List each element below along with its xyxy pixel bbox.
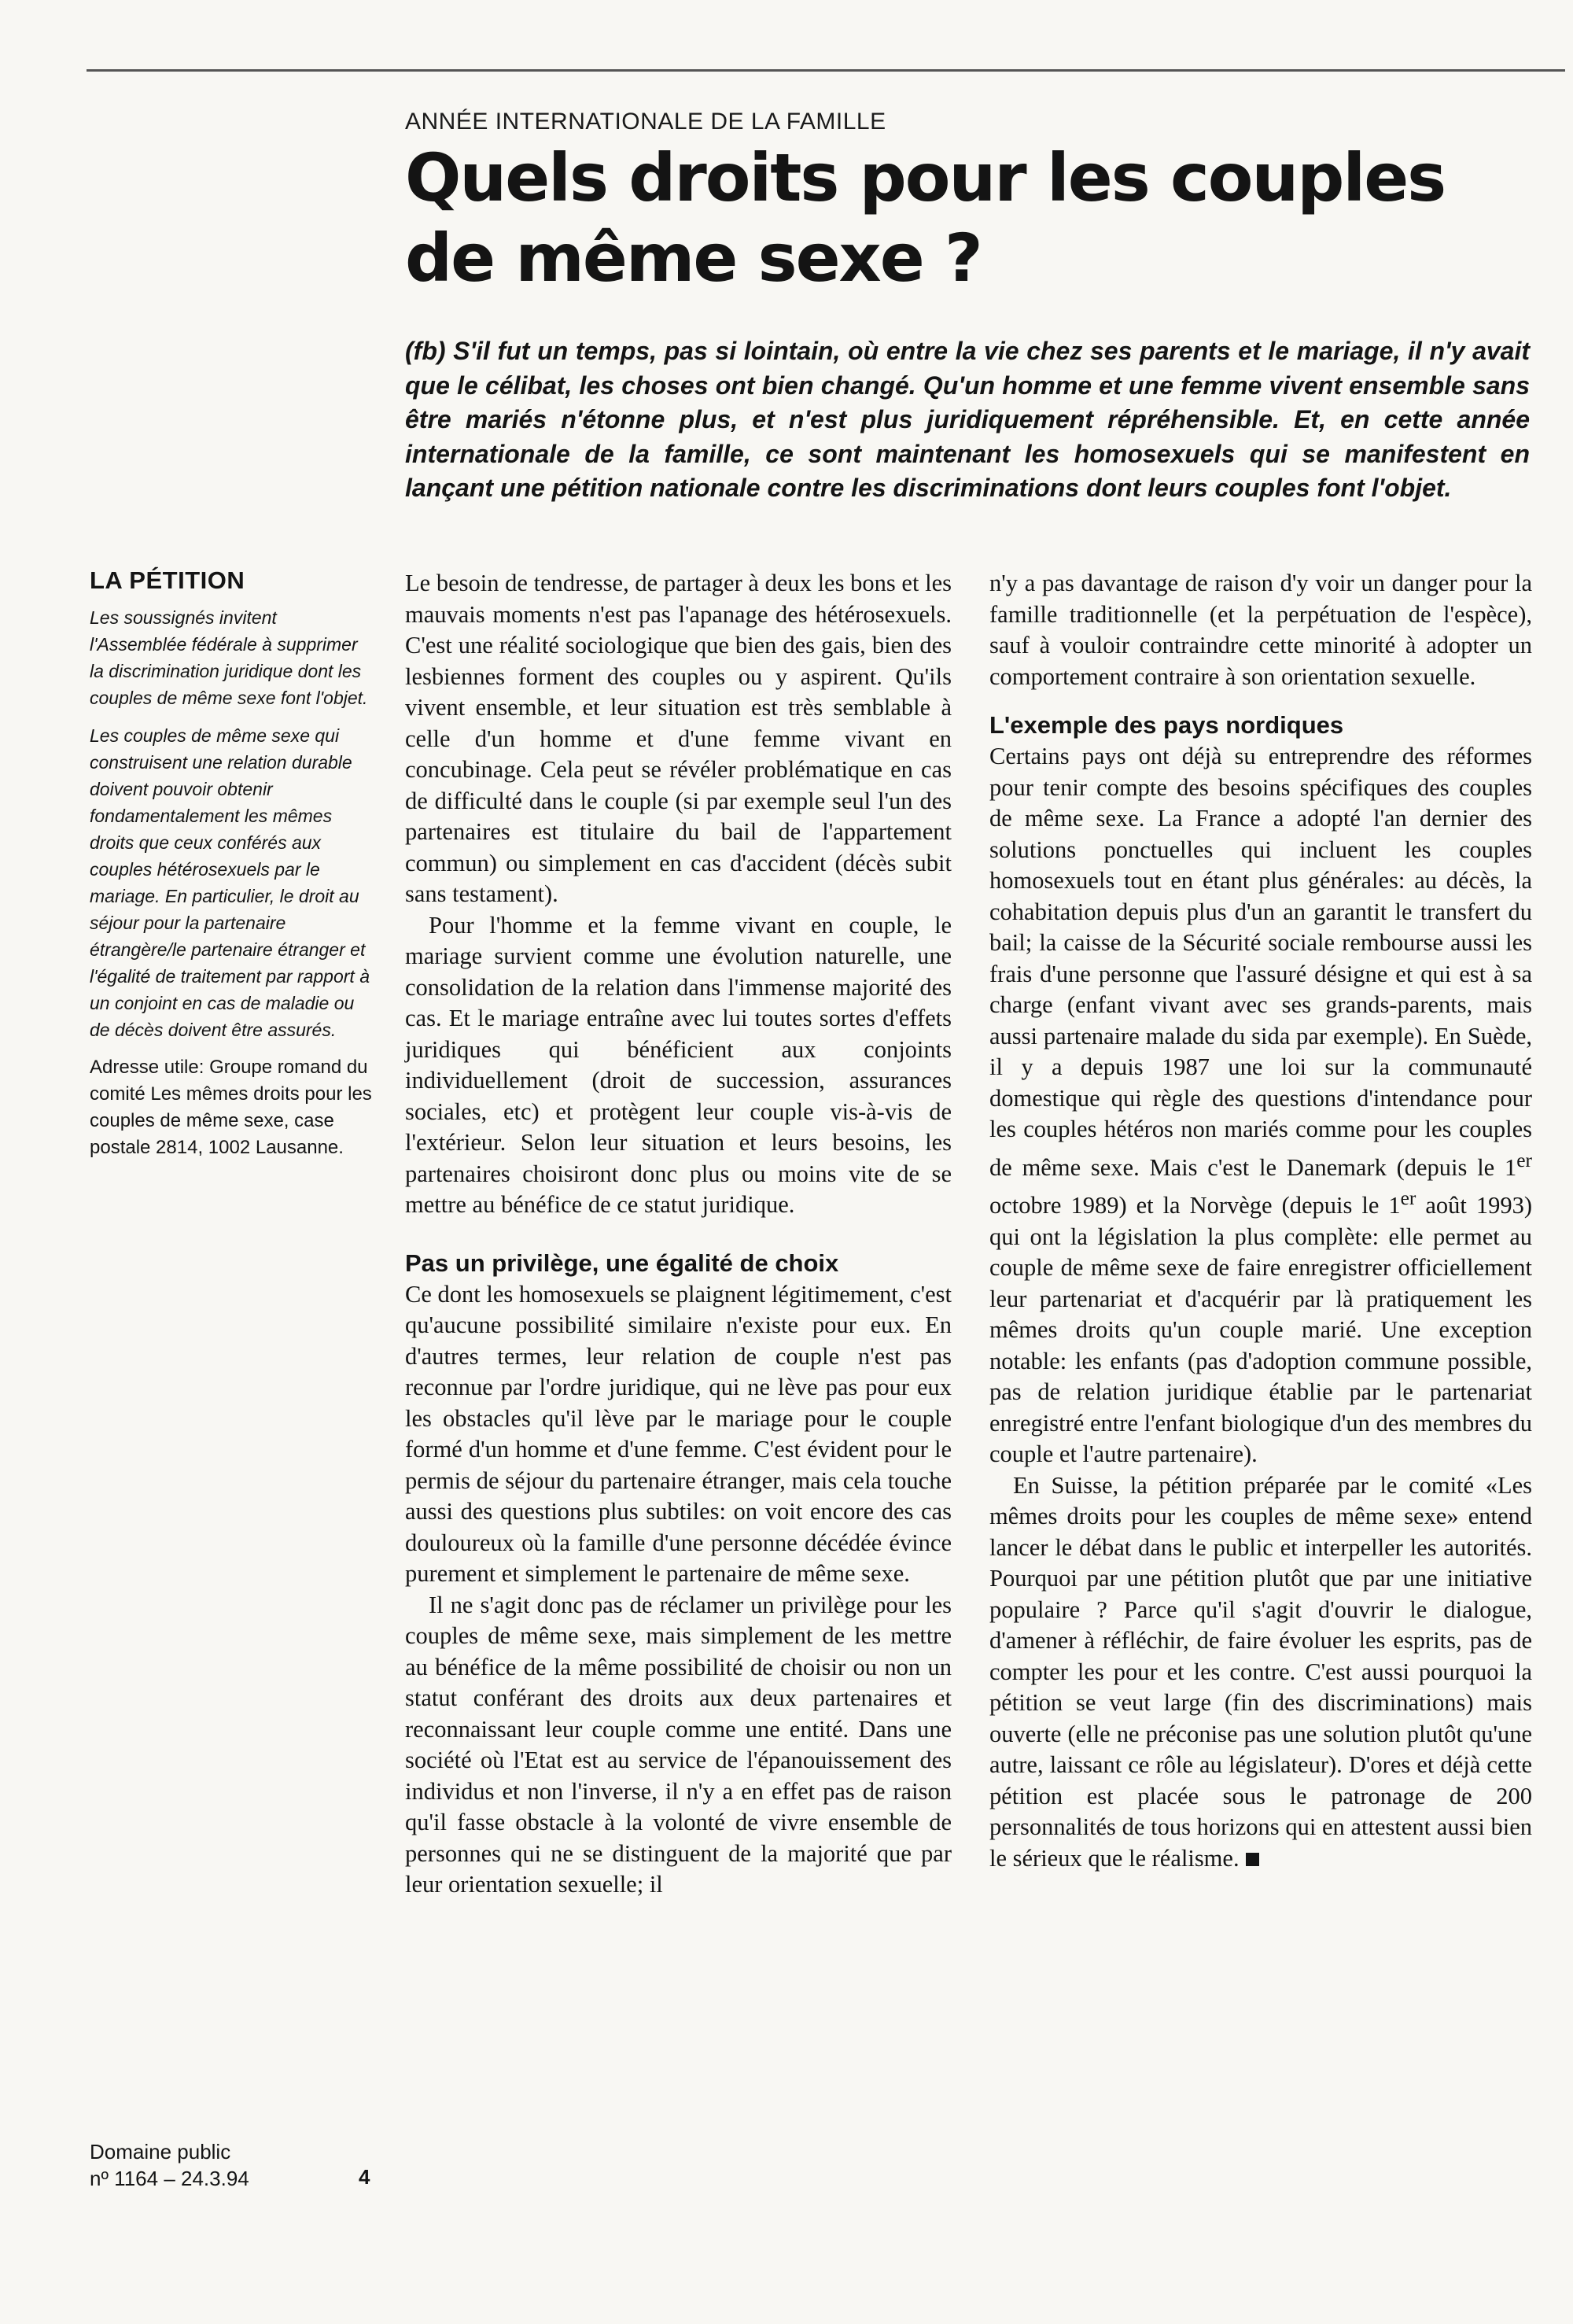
paragraph-4: Il ne s'agit donc pas de réclamer un privilège pour les couples de même sexe, mais simplement de les mettre au bénéfice de la même possibilité de choisir ou non un statut conférant des droits aux deux partenaires et reconnaissant leur couple comme une entité. Dans une société où l'Etat est au service de l'épanouissement des individus et non l'inverse, il n'y a en effet pas de raison qu'il fasse obstacle à la volonté de vivre ensemble de personnes qui ne se distinguent de la majorité que par leur orientation sexuelle; il: [405, 1591, 952, 1898]
date-ordinal-1: er: [1516, 1149, 1533, 1171]
sidebar-heading: LA PÉTITION: [90, 566, 245, 594]
publication-name: Domaine public: [90, 2140, 231, 2164]
subheading-privilege: Pas un privilège, une égalité de choix: [405, 1249, 839, 1277]
paragraph-6-part-b: octobre 1989) et la Norvège (depuis le: [989, 1192, 1380, 1219]
article-column-1: [405, 568, 952, 1901]
paragraph-6: [989, 741, 1532, 1470]
paragraph-3: Ce dont les homosexuels se plaignent légitimement, c'est qu'aucune possibilité similaire n'existe pour eux. En d'autres termes, leur relation de couple n'est pas reconnue par l'ordre juridique, qui ne lève pas pour eux les obstacles qu'il lève par le mariage pour le couple formé d'un homme et d'une femme. C'est évident pour le permis de séjour du partenaire étranger, mais cela touche aussi des questions plus subtiles: on voit encore des cas douloureux où la famille d'une personne décédée évince purement et simplement le partenaire de même sexe.: [405, 1280, 952, 1587]
date-ordinal-2: er: [1400, 1187, 1416, 1210]
paragraph-5: n'y a pas davantage de raison d'y voir un danger pour la famille traditionnelle (et la perpétuation de l'espèce), sauf à vouloir contraindre cette minorité à adopter un comportement contraire à son orientation sexuelle.: [989, 570, 1532, 690]
article-column-2: [989, 568, 1532, 1874]
issue-info: nº 1164 – 24.3.94: [90, 2167, 249, 2190]
intro-lead: (fb) S'il fut un temps, pas si lointain, où entre la vie chez ses parents et le mariage, il n'y avait que le célibat, les choses ont bien changé. Qu'un homme et une femme vivent ensemble sans être mariés n'étonne plus, et n'est plus juridiquement répréhensible. Et, en cette année internationale de la famille, ce sont maintenant les homosexuels qui se manifestent en lançant une pétition nationale contre les discriminations dont leurs couples font l'objet.: [405, 337, 1530, 502]
paragraph-2: Pour l'homme et la femme vivant en couple, le mariage survient comme une évolution naturelle, une consolidation de la relation dans l'immense majorité des cas. Et le mariage entraîne avec lui toutes sortes d'effets juridiques qui bénéficient aux conjoints individuellement (droit de succession, assurances sociales, etc) et protègent leur couple vis-à-vis de l'extérieur. Selon leur situation et leurs besoins, les partenaires choisiront donc plus ou moins vite de se mettre au bénéfice de ce statut juridique.: [405, 911, 952, 1218]
date-day-2: 1: [1388, 1192, 1401, 1219]
petition-sidebar: [90, 566, 373, 1161]
kicker: ANNÉE INTERNATIONALE DE LA FAMILLE: [405, 109, 886, 135]
date-day-1: 1: [1505, 1153, 1517, 1181]
useful-address: Adresse utile: Groupe romand du comité Les mêmes droits pour les couples de même sexe, case postale 2814, 1002 Lausanne.: [90, 1057, 372, 1158]
subheading-nordic: L'exemple des pays nordiques: [989, 711, 1344, 739]
paragraph-6-part-c: août 1993) qui ont la législation la plus complète: elle permet au couple de même sexe de faire enregistrer officiellement leur partenariat et d'acquérir par là pratiquement les mêmes droits qu'un couple marié. Une exception notable: les enfants (pas d'adoption commune possible, pas de relation juridique établie par le partenariat enregistré entre l'enfant biologique d'un des membres du couple et l'autre partenaire).: [989, 1192, 1532, 1468]
petition-text-1: Les soussignés invitent l'Assemblée fédérale à supprimer la discrimination juridique dont les couples de même sexe font l'objet.: [90, 607, 368, 708]
paragraph-6-part-a: Certains pays ont déjà su entreprendre des réformes pour tenir compte des besoins spécifiques des couples de même sexe. La France a adopté l'an dernier des solutions ponctuelles qui incluent les couples homosexuels tout en étant plus générales: au décès, la cohabitation depuis plus d'un an garantit le transfert du bail; la caisse de la Sécurité sociale rembourse aussi les frais d'une personne que l'assuré désigne et qui est à sa charge (enfant vivant avec ses grands-parents, mais aussi partenaire malade du sida par exemple). En Suède, il y a depuis 1987 une loi sur la communauté domestique qui règle des questions d'intendance pour les couples hétéros non mariés comme pour les couples de même sexe. Mais c'est le Danemark (depuis le: [989, 743, 1532, 1181]
paragraph-7: [989, 1470, 1532, 1875]
top-rule: [87, 69, 1565, 72]
paragraph-1: Le besoin de tendresse, de partager à deux les bons et les mauvais moments n'est pas l'apanage des hétérosexuels. C'est une réalité sociologique que bien des gais, bien des lesbiennes forment des couples ou y aspirent. Qu'ils vivent ensemble, et leur situation est très semblable à celle d'un homme et d'une femme vivant en concubinage. Cela peut se révéler problématique en cas de difficulté dans le couple (si par exemple seul l'un des partenaires est titulaire du bail de l'appartement commun) ou simplement en cas d'accident (décès subit sans testament).: [405, 570, 952, 907]
headline: [405, 138, 1545, 298]
headline-line-2: de même sexe ?: [405, 219, 982, 297]
headline-line-1: Quels droits pour les couples: [405, 139, 1446, 216]
page-number: 4: [359, 2165, 370, 2189]
petition-text-2: Les couples de même sexe qui construisent une relation durable doivent pouvoir obtenir fondamentalement les mêmes droits que ceux conférés aux couples hétérosexuels par le mariage. En particulier, le droit au séjour pour la partenaire étrangère/le partenaire étranger et l'égalité de traitement par rapport à un conjoint en cas de maladie ou de décès doivent être assurés.: [90, 725, 370, 1040]
end-of-article-mark: [1246, 1853, 1259, 1866]
publication-footer: [90, 2138, 249, 2192]
paragraph-7-text: En Suisse, la pétition préparée par le comité «Les mêmes droits pour les couples de même sexe» entend lancer le débat dans le public et interpeller les autorités. Pourquoi par une pétition plutôt que par une initiative populaire ? Parce qu'il s'agit d'ouvrir le dialogue, d'amener à réfléchir, de faire évoluer les esprits, pas de compter les pour et les contre. C'est aussi pourquoi la pétition se veut large (fin des discriminations) mais ouverte (elle ne préconise pas une solution plutôt qu'une autre, laissant ce rôle au législateur). D'ores et déjà cette pétition est placée sous le patronage de 200 personnalités de tous horizons qui en attestent aussi bien le sérieux que le réalisme.: [989, 1471, 1532, 1872]
